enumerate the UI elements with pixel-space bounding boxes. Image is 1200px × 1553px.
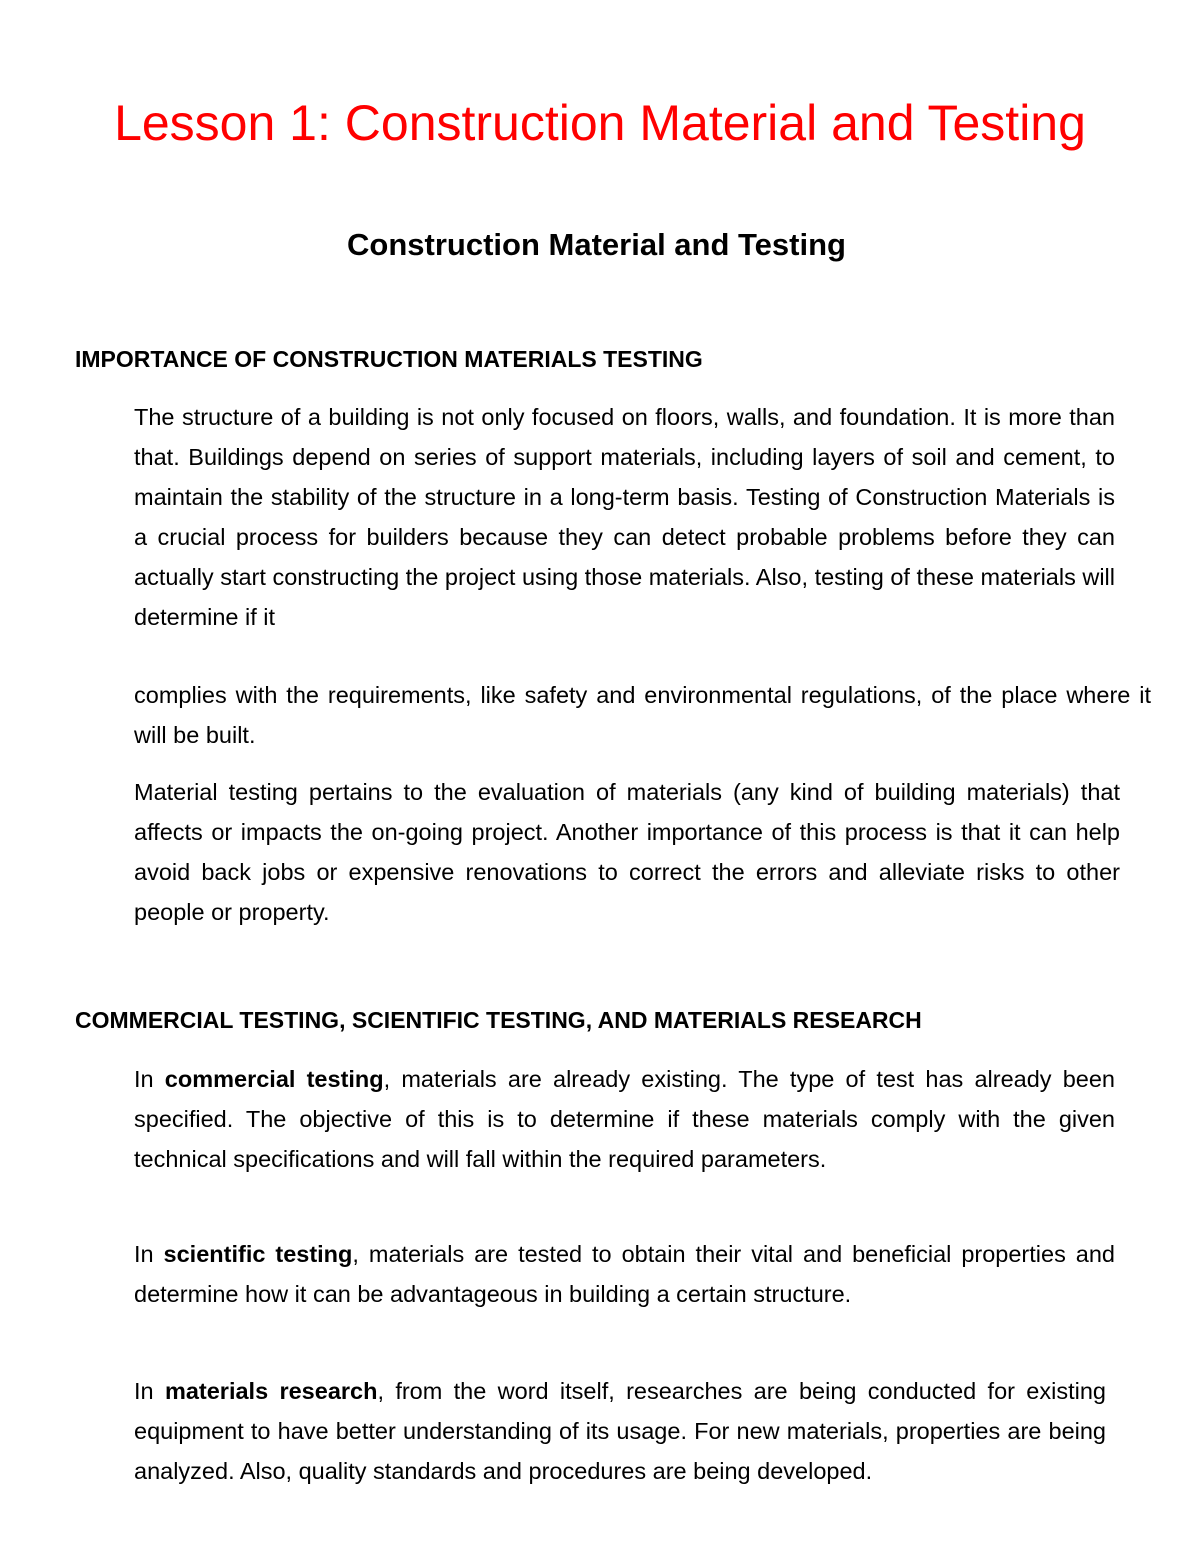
research-text: , from the word itself, researches are being conducted for existing equipment to have better understanding of its usage. For new materials, properties are being analyzed. Also, quality standards and procedures are being developed. <box>134 1378 1106 1484</box>
commercial-testing-term: commercial testing <box>164 1066 384 1092</box>
commercial-text: , materials are already existing. The type of test has already been specified. The objective of this is to determine if these materials comply with the given technical specifications and will fall within the required parameters. <box>134 1066 1115 1172</box>
document-title: Construction Material and Testing <box>347 227 846 262</box>
commercial-prefix: In <box>134 1066 165 1092</box>
paragraph-importance-part1: The structure of a building is not only focused on floors, walls, and foundation. It is more than that. Buildings depend on series of support materials, including layers of soil and cement, to maintain the stability of the structure in a long-term basis. Testing of Construction Materials is a crucial process for builders because they can detect probable problems before they can actually start constructing the project using those materials. Also, testing of these materials will determine if it <box>134 404 1115 630</box>
paragraph-material-testing: Material testing pertains to the evaluation of materials (any kind of building materials) that affects or impacts the on-going project. Another importance of this process is that it can help avoid back jobs or expensive renovations to correct the errors and alleviate risks to other people or property. <box>134 779 1120 925</box>
paragraph-commercial-testing <box>134 1059 1115 1179</box>
section-heading-importance: IMPORTANCE OF CONSTRUCTION MATERIALS TESTING <box>75 346 703 372</box>
lesson-title: Lesson 1: Construction Material and Testing <box>114 95 1086 151</box>
paragraph-scientific-testing <box>134 1234 1115 1314</box>
scientific-testing-term: scientific testing <box>163 1241 353 1267</box>
scientific-prefix: In <box>134 1241 164 1267</box>
paragraph-importance-part2: complies with the requirements, like safety and environmental regulations, of the place where it will be built. <box>134 682 1151 748</box>
scientific-text: , materials are tested to obtain their vital and beneficial properties and determine how it can be advantageous in building a certain structure. <box>134 1241 1115 1307</box>
materials-research-term: materials research <box>164 1378 378 1404</box>
research-prefix: In <box>134 1378 165 1404</box>
paragraph-materials-research <box>134 1371 1106 1491</box>
section-heading-commercial-scientific-research: COMMERCIAL TESTING, SCIENTIFIC TESTING, AND MATERIALS RESEARCH <box>75 1007 922 1033</box>
